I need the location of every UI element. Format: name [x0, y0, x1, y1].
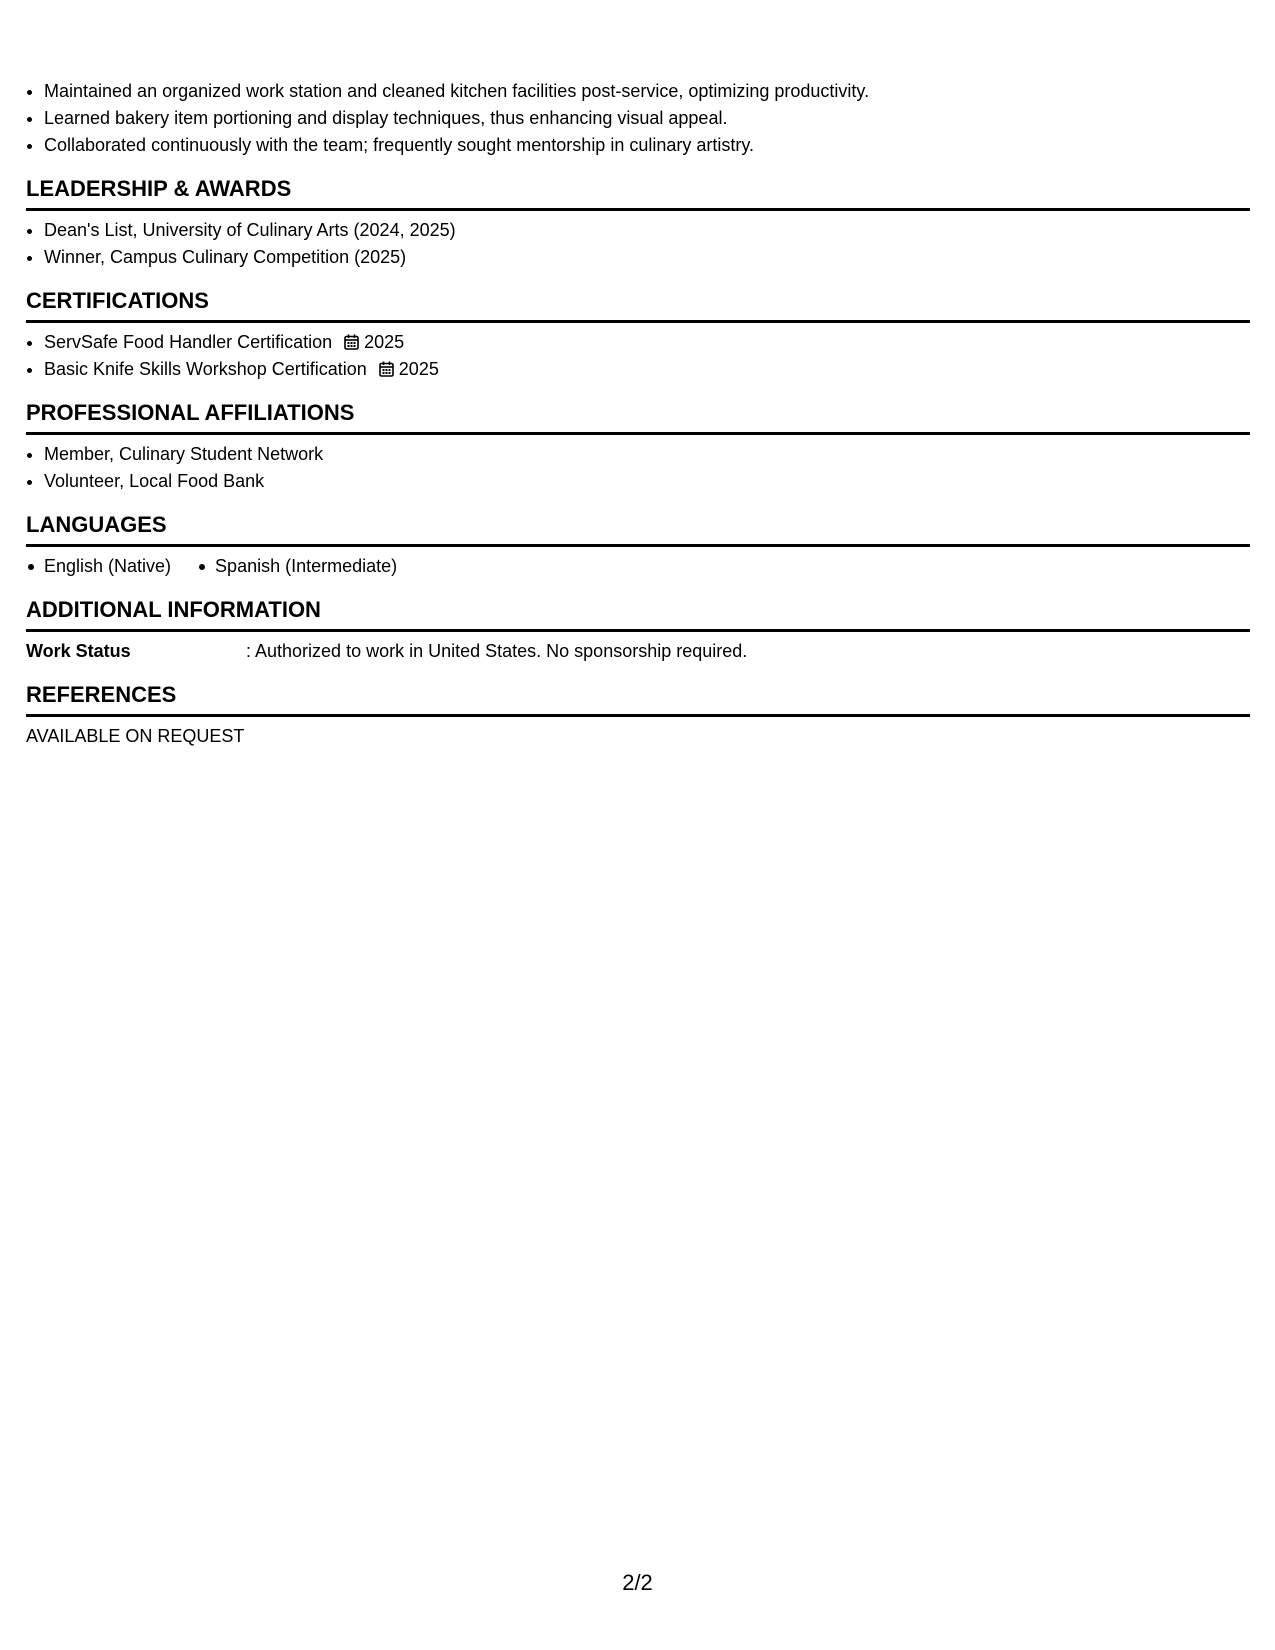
work-status-value: : Authorized to work in United States. No sponsorship required.	[246, 641, 748, 661]
work-status-label: Work Status	[26, 641, 131, 661]
certification-item	[44, 329, 1250, 356]
additional-info-heading: ADDITIONAL INFORMATION	[26, 596, 1250, 632]
experience-bullet-list	[26, 78, 1250, 159]
affiliation-item: • Volunteer, Local Food Bank	[44, 468, 1250, 495]
affiliation-item: • Member, Culinary Student Network	[44, 441, 1250, 468]
experience-bullet: • Learned bakery item portioning and display techniques, thus enhancing visual appeal.	[44, 105, 1250, 132]
leadership-list	[26, 217, 1250, 271]
language-item: Spanish (Intermediate)	[197, 553, 397, 580]
languages-heading: LANGUAGES	[26, 511, 1250, 547]
leadership-item: • Winner, Campus Culinary Competition (2025)	[44, 244, 1250, 271]
resume-page	[26, 78, 1250, 750]
certifications-list	[26, 329, 1250, 383]
calendar-icon	[379, 361, 394, 377]
calendar-icon	[344, 334, 359, 350]
leadership-item: • Dean's List, University of Culinary Arts (2024, 2025)	[44, 217, 1250, 244]
experience-bullet: • Collaborated continuously with the team; frequently sought mentorship in culinary artistry.	[44, 132, 1250, 159]
affiliations-heading: PROFESSIONAL AFFILIATIONS	[26, 399, 1250, 435]
references-text: AVAILABLE ON REQUEST	[26, 726, 245, 746]
page-number: 2/2	[622, 1570, 653, 1595]
certification-year: 2025	[364, 332, 405, 352]
certification-item	[44, 356, 1250, 383]
certification-name: Basic Knife Skills Workshop Certification	[44, 359, 367, 379]
certifications-heading: CERTIFICATIONS	[26, 287, 1250, 323]
certification-name: ServSafe Food Handler Certification	[44, 332, 333, 352]
certification-year: 2025	[398, 359, 439, 379]
affiliations-list	[26, 441, 1250, 495]
languages-list	[26, 553, 1250, 580]
work-status-row	[26, 638, 1250, 665]
language-item: English (Native)	[26, 553, 171, 580]
references-heading: REFERENCES	[26, 681, 1250, 717]
experience-bullet: • Maintained an organized work station and cleaned kitchen facilities post-service, optimizing productivity.	[44, 78, 1250, 105]
leadership-heading: LEADERSHIP & AWARDS	[26, 175, 1250, 211]
